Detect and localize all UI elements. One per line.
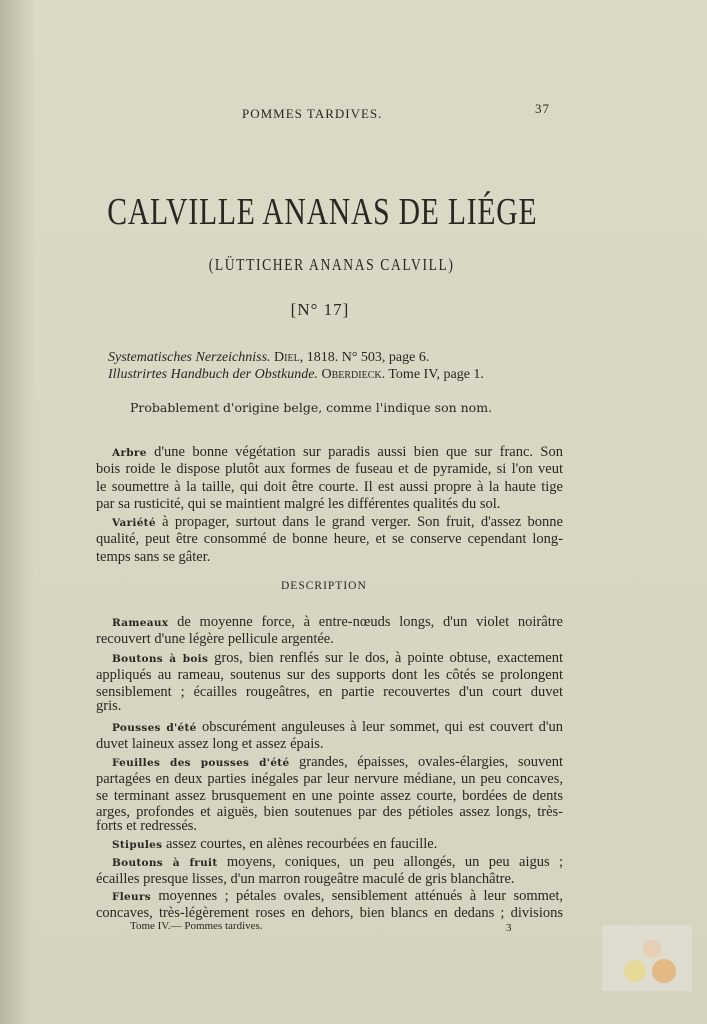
text-line (96, 771, 563, 787)
signature-mark: Tome IV.— Pommes tardives. (130, 920, 263, 932)
text-line (96, 496, 563, 512)
origin-note: Probablement d'origine belge, comme l'indique son nom. (130, 400, 493, 415)
reference-work: Systematisches Nerzeichniss. (108, 350, 271, 365)
term-label: Feuilles des pousses d'été (112, 757, 290, 769)
subtitle: (LÜTTICHER ANANAS CALVILL) (208, 255, 455, 274)
text-line (112, 444, 563, 461)
line-text: recouvert d'une légère pellicule argentée. (96, 631, 334, 647)
book-gutter (0, 0, 34, 1024)
line-text: forts et redressés. (96, 818, 198, 834)
page-title: CALVILLE ANANAS DE LIÉGE (107, 191, 538, 233)
line-text: concaves, très-légèrement roses en dehors, bien blancs en dedans ; divisions (96, 905, 563, 921)
reference-work: Illustrirtes Handbuch der Obstkunde. (108, 367, 318, 382)
text-line (112, 854, 563, 871)
line-text: moyennes ; pétales ovales, sensiblement atténués à leur sommet, (151, 888, 563, 904)
term-label: Arbre (112, 447, 147, 459)
running-title: POMMES TARDIVES. (242, 106, 383, 121)
reference-line (108, 367, 484, 383)
reference-detail: Tome IV, page 1. (388, 367, 484, 382)
line-text: de moyenne force, à entre-nœuds longs, d'un violet noirâtre (168, 614, 563, 630)
text-line (96, 788, 563, 804)
text-line (112, 614, 563, 631)
line-text: bois roide le dispose plutôt aux formes de fuseau et de pyramide, si l'on veut (96, 461, 563, 477)
term-label: Fleurs (112, 891, 152, 903)
line-text: partagées en deux parties inégales par leur nervure médiane, un peu concaves, (96, 771, 563, 787)
text-line (96, 905, 563, 921)
line-text: assez courtes, en alènes recourbées en faucille. (162, 836, 438, 852)
term-label: Boutons à bois (112, 653, 209, 665)
line-text: écailles presque lisses, d'un marron rougeâtre maculé de gris blanchâtre. (96, 871, 515, 887)
text-line (112, 719, 563, 736)
reference-author: Oberdieck. (321, 367, 386, 382)
text-line (112, 650, 563, 667)
line-text: qualité, peut être consommé de bonne heure, et se conserve cependant long- (96, 531, 563, 547)
text-line (112, 754, 563, 771)
line-text: obscurément anguleuses à leur sommet, qui est couvert d'un (196, 719, 563, 735)
line-text: grandes, épaisses, ovales-élargies, souvent (289, 754, 563, 770)
text-line (96, 698, 563, 714)
line-text: duvet laineux assez long et assez épais. (96, 736, 324, 752)
apple-logo-icon (602, 925, 692, 991)
term-label: Boutons à fruit (112, 857, 218, 869)
text-line (96, 631, 563, 647)
sheet-number: 3 (506, 922, 512, 934)
line-text: moyens, coniques, un peu allongés, un peu aigus ; (217, 854, 563, 870)
line-text: gros, bien renflés sur le dos, à pointe obtuse, exactement (208, 650, 563, 666)
line-text: sensiblement ; écailles rougeâtres, en partie recouvertes d'un court duvet (96, 684, 563, 700)
reference-line (108, 350, 429, 366)
term-label: Rameaux (112, 617, 169, 629)
term-label: Pousses d'été (112, 722, 197, 734)
text-line (96, 667, 563, 683)
text-line (96, 479, 563, 495)
text-line (112, 514, 563, 531)
text-line (112, 888, 563, 905)
text-line (96, 531, 563, 547)
term-label: Variété (112, 517, 156, 529)
text-line (96, 461, 563, 477)
reference-author: Diel, (274, 350, 304, 365)
line-text: d'une bonne végétation sur paradis aussi bien que sur franc. Son (146, 444, 563, 460)
page-number: 37 (535, 101, 550, 116)
text-line (96, 736, 563, 752)
variety-number: [N° 17] (290, 300, 350, 319)
line-text: arges, profondes et aiguës, bien soutenues par des pétioles assez longs, très- (96, 804, 563, 820)
text-line (96, 549, 563, 565)
text-line (96, 818, 563, 834)
line-text: à propager, surtout dans le grand verger. Son fruit, d'assez bonne (155, 514, 563, 530)
line-text: temps sans se gâter. (96, 549, 211, 565)
watermark-logo (602, 925, 692, 991)
line-text: le soumettre à la taille, qui doit être courte. Il est aussi propre à la haute tige (96, 479, 563, 495)
term-label: Stipules (112, 839, 163, 851)
line-text: gris. (96, 698, 122, 714)
reference-detail: 1818. N° 503, page 6. (306, 350, 430, 365)
section-heading: DESCRIPTION (281, 580, 367, 592)
text-line (112, 836, 563, 853)
text-line (96, 871, 563, 887)
line-text: se terminant assez brusquement en une pointe assez courte, bordées de dents (96, 788, 563, 804)
line-text: par sa rusticité, qui se maintient malgré les différentes qualités du sol. (96, 496, 501, 512)
line-text: appliqués au rameau, soutenus sur des supports dont les côtés se prolongent (96, 667, 563, 683)
